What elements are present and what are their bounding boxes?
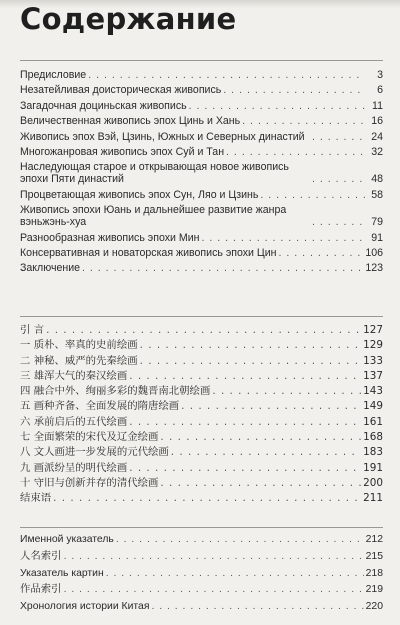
entry-page: 212: [365, 534, 383, 545]
toc-entry[interactable]: [20, 324, 383, 336]
toc-entry[interactable]: [20, 262, 383, 274]
entry-title: Величественная живопись эпох Цинь и Хань: [20, 115, 241, 128]
entry-title: 结束语: [20, 492, 52, 505]
entry-title: Живопись эпох Вэй, Цзинь, Южных и Северных династий: [20, 130, 305, 143]
entry-page: 220: [365, 601, 383, 613]
entry-title: 六 承前启后的五代绘画: [20, 415, 128, 428]
leader-dots: [64, 584, 364, 596]
entry-title: 三 雄浑大气的秦汉绘画: [20, 369, 128, 382]
toc-entry[interactable]: [20, 355, 383, 367]
entry-title: 一 质朴、率真的史前绘画: [20, 339, 138, 352]
entry-page: 143: [363, 385, 383, 398]
entry-page: 200: [363, 476, 383, 489]
toc-entry[interactable]: [20, 446, 383, 458]
leader-dots: [201, 232, 365, 244]
entry-title: Наследующая старое и открывающая новое живопись эпохи Пяти династий: [20, 161, 289, 186]
entry-page: 168: [363, 431, 383, 444]
entry-page: 219: [365, 584, 383, 596]
toc-entry[interactable]: [20, 462, 383, 474]
leader-dots: [140, 339, 362, 351]
toc-entry[interactable]: [20, 370, 383, 382]
entry-page: 32: [371, 145, 383, 158]
toc-entry[interactable]: [20, 189, 383, 201]
toc-entry[interactable]: [20, 584, 383, 596]
entry-title: 人名索引: [20, 550, 62, 562]
toc-entry[interactable]: [20, 601, 383, 613]
leader-dots: [223, 84, 365, 96]
leader-dots: [260, 189, 365, 201]
leader-dots: [171, 446, 361, 458]
leader-dots: [160, 431, 361, 443]
leader-dots: [82, 262, 363, 274]
entry-title: 作品索引: [20, 584, 62, 596]
toc-entry[interactable]: [20, 84, 383, 96]
toc-entry[interactable]: [20, 69, 383, 81]
leader-dots: [129, 462, 361, 474]
toc-entry[interactable]: [20, 161, 383, 185]
leader-dots: [129, 370, 361, 382]
entry-page: 11: [372, 99, 383, 112]
toc-entry[interactable]: [20, 232, 383, 244]
entry-page: 149: [363, 400, 383, 413]
leader-dots: [64, 551, 364, 563]
entry-title: Живопись эпохи Юань и дальнейшее развитие жанра вэньжэнь-хуа: [20, 204, 287, 229]
entry-title: Указатель картин: [20, 567, 104, 579]
entry-title: Заключение: [20, 262, 81, 275]
leader-dots: [312, 173, 365, 185]
divider: [20, 527, 383, 528]
leader-dots: [116, 534, 364, 546]
leader-dots: [46, 324, 361, 336]
toc-entry[interactable]: [20, 115, 383, 127]
entry-title: Предисловие: [20, 69, 87, 81]
entry-page: 79: [371, 216, 383, 229]
toc-entry[interactable]: [20, 551, 383, 563]
toc-entry[interactable]: [20, 492, 383, 504]
entry-title: 四 融合中外、绚丽多彩的魏晋南北朝绘画: [20, 385, 211, 398]
toc-entry[interactable]: [20, 146, 383, 158]
entry-title: 七 全面繁荣的宋代及辽金绘画: [20, 431, 159, 444]
toc-entry[interactable]: [20, 400, 383, 412]
toc-chinese-section: [20, 324, 383, 508]
leader-dots: [242, 115, 365, 127]
entry-title: Разнообразная живопись эпохи Мин: [20, 231, 200, 244]
toc-entry[interactable]: [20, 568, 383, 580]
entry-page: 137: [363, 369, 383, 382]
page-title: Содержание: [20, 2, 237, 36]
entry-title: Незатейливая доисторическая живопись: [20, 84, 222, 97]
entry-page: 215: [365, 550, 383, 562]
toc-entry[interactable]: [20, 431, 383, 443]
toc-entry[interactable]: [20, 339, 383, 351]
entry-page: 211: [363, 492, 383, 505]
entry-title: Многожанровая живопись эпох Суй и Тан: [20, 145, 225, 158]
entry-title: 八 文人画进一步发展的元代绘画: [20, 446, 169, 459]
leader-dots: [106, 568, 364, 580]
entry-page: 191: [363, 461, 383, 474]
divider: [20, 316, 383, 317]
entry-page: 129: [363, 339, 383, 352]
entry-page: 133: [363, 354, 383, 367]
entry-title: Процветающая живопись эпох Сун, Ляо и Цзинь: [20, 188, 259, 201]
toc-index-section: [20, 534, 383, 618]
entry-title: 九 画派纷呈的明代绘画: [20, 461, 128, 474]
leader-dots: [189, 100, 365, 112]
toc-entry[interactable]: [20, 416, 383, 428]
entry-page: 48: [371, 173, 383, 186]
toc-russian-section: [20, 69, 383, 278]
entry-title: 五 画种齐备、全面发展的隋唐绘画: [20, 400, 180, 413]
leader-dots: [151, 601, 363, 613]
entry-title: 引 言: [20, 324, 45, 336]
toc-entry[interactable]: [20, 385, 383, 397]
entry-page: 58: [371, 188, 383, 201]
leader-dots: [88, 69, 365, 81]
entry-title: 二 神秘、威严的先秦绘画: [20, 354, 138, 367]
leader-dots: [312, 216, 365, 228]
leader-dots: [279, 247, 364, 259]
toc-entry[interactable]: [20, 100, 383, 112]
leader-dots: [212, 385, 361, 397]
entry-page: 161: [363, 415, 383, 428]
leader-dots: [226, 146, 365, 158]
toc-entry[interactable]: [20, 131, 383, 143]
entry-title: Загадочная доциньская живопись: [20, 99, 187, 112]
toc-entry[interactable]: [20, 204, 383, 228]
entry-page: 106: [365, 246, 383, 259]
entry-title: Хронология истории Китая: [20, 601, 150, 613]
entry-page: 91: [371, 231, 383, 244]
entry-page: 6: [377, 84, 383, 97]
leader-dots: [129, 416, 361, 428]
entry-page: 16: [371, 115, 383, 128]
leader-dots: [140, 355, 362, 367]
leader-dots: [181, 400, 361, 412]
entry-page: 24: [371, 130, 383, 143]
leader-dots: [312, 131, 365, 143]
toc-entry[interactable]: [20, 534, 383, 546]
toc-entry[interactable]: [20, 477, 383, 489]
leader-dots: [160, 477, 361, 489]
leader-dots: [53, 492, 361, 504]
entry-page: 183: [363, 446, 383, 459]
entry-title: 十 守旧与创新并存的清代绘画: [20, 476, 159, 489]
entry-title: Консервативная и новаторская живопись эпохи Цин: [20, 246, 277, 259]
entry-page: 123: [365, 262, 383, 275]
toc-entry[interactable]: [20, 247, 383, 259]
divider: [20, 60, 383, 61]
entry-page: 127: [363, 324, 383, 336]
entry-title: Именной указатель: [20, 534, 114, 545]
entry-page: 3: [377, 69, 383, 81]
entry-page: 218: [365, 567, 383, 579]
